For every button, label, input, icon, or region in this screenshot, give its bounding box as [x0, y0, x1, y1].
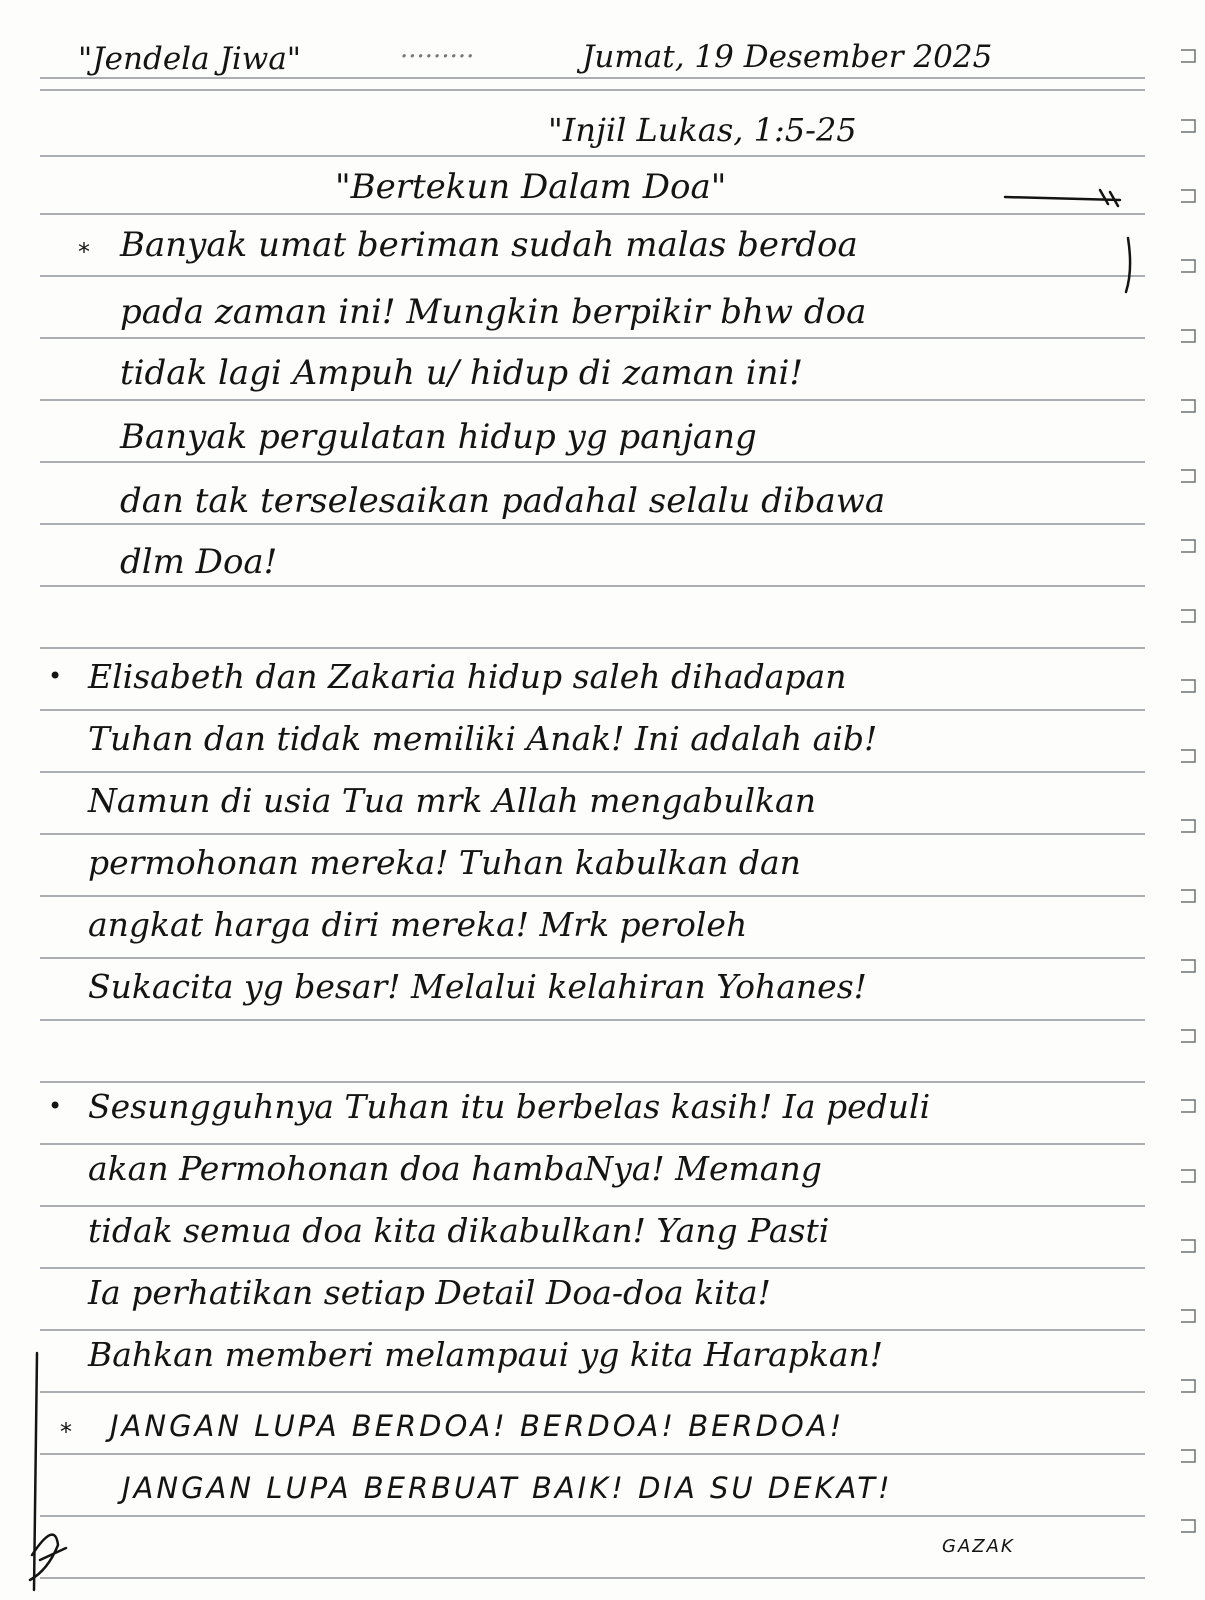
- paragraph-line: dan tak terselesaikan padahal selalu dibawa: [120, 481, 886, 521]
- paragraph-line: akan Permohonan doa hambaNya! Memang: [88, 1149, 822, 1188]
- binding-holes: [1179, 30, 1199, 1570]
- paragraph-line: Namun di usia Tua mrk Allah mengabulkan: [88, 781, 816, 820]
- paragraph-line: Tuhan dan tidak memiliki Anak! Ini adalah aib!: [88, 719, 878, 758]
- title-dots: ·········: [400, 42, 475, 72]
- journal-title: "Jendela Jiwa": [78, 41, 302, 77]
- entry-date: Jumat, 19 Desember 2025: [582, 39, 993, 75]
- paragraph-line: tidak lagi Ampuh u/ hidup di zaman ini!: [120, 353, 804, 393]
- bullet-star: *: [60, 1418, 72, 1446]
- paragraph-line: Banyak pergulatan hidup yg panjang: [120, 417, 757, 457]
- bullet-dot: •: [48, 662, 63, 690]
- author-signature: GAZAK: [942, 1536, 1015, 1557]
- paragraph-line: dlm Doa!: [120, 542, 278, 582]
- bullet-dot: •: [48, 1092, 63, 1120]
- closing-line-do-good: JANGAN LUPA BERBUAT BAIK! DIA SU DEKAT!: [122, 1471, 893, 1505]
- bullet-star: *: [78, 238, 90, 266]
- paragraph-line: permohonan mereka! Tuhan kabulkan dan: [88, 843, 801, 882]
- paragraph-line: Sukacita yg besar! Melalui kelahiran Yohanes!: [88, 967, 867, 1006]
- paragraph-line: pada zaman ini! Mungkin berpikir bhw doa: [120, 292, 867, 332]
- paragraph-line: Sesungguhnya Tuhan itu berbelas kasih! Ia peduli: [88, 1087, 931, 1126]
- closing-line-pray: JANGAN LUPA BERDOA! BERDOA! BERDOA!: [110, 1409, 845, 1443]
- paragraph-line: Elisabeth dan Zakaria hidup saleh dihadapan: [88, 657, 847, 696]
- paragraph-line: Banyak umat beriman sudah malas berdoa: [120, 225, 858, 265]
- scripture-reference: "Injil Lukas, 1:5-25: [548, 111, 857, 149]
- paragraph-line: tidak semua doa kita dikabulkan! Yang Pasti: [88, 1211, 830, 1250]
- reflection-theme: "Bertekun Dalam Doa": [335, 167, 727, 207]
- paragraph-line: angkat harga diri mereka! Mrk peroleh: [88, 905, 748, 944]
- paragraph-line: Bahkan memberi melampaui yg kita Harapkan!: [88, 1335, 884, 1374]
- paragraph-line: Ia perhatikan setiap Detail Doa-doa kita!: [88, 1273, 771, 1312]
